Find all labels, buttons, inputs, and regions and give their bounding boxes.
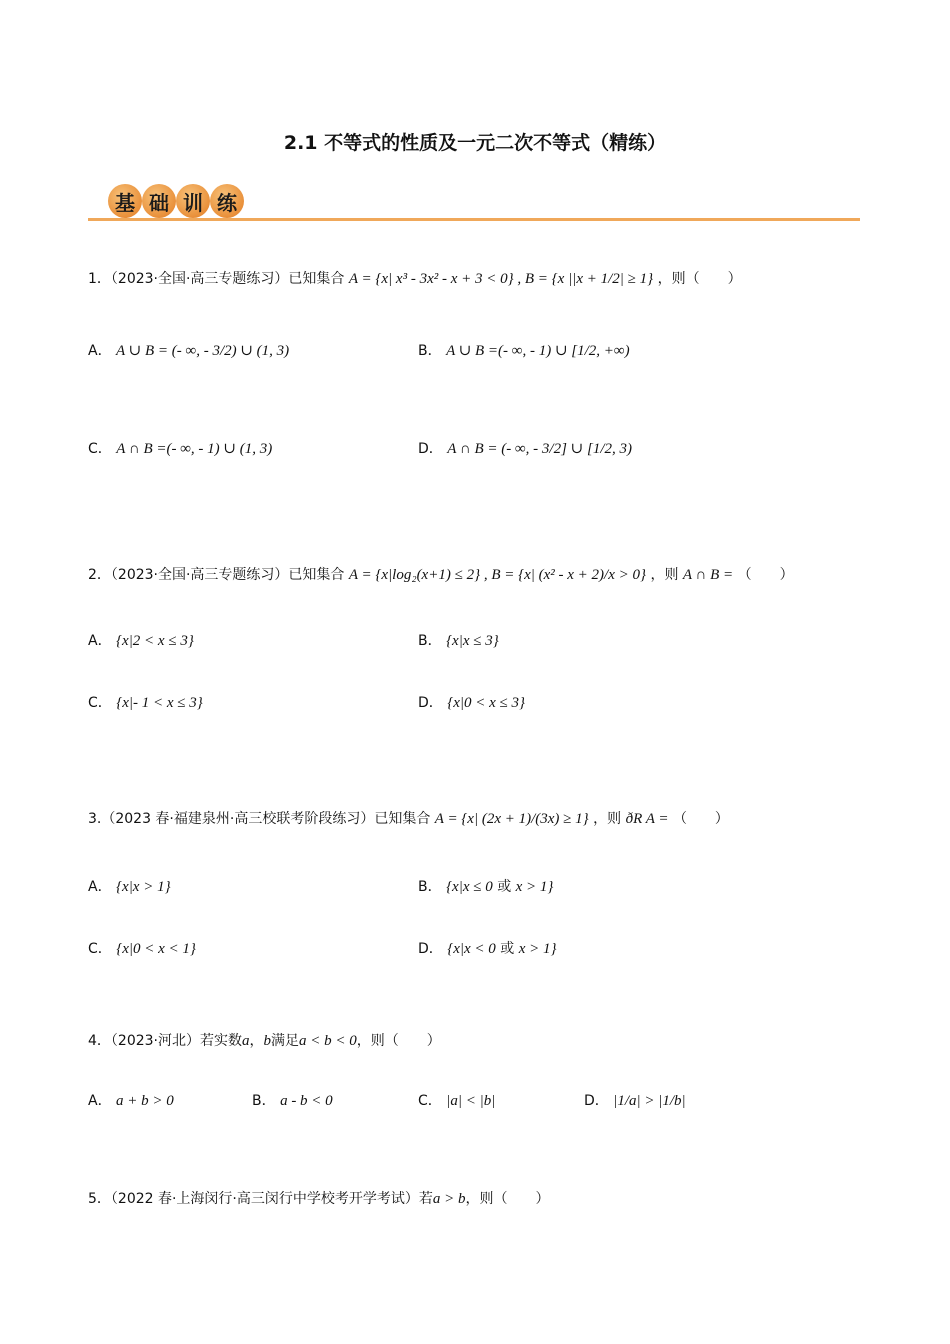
question-tail-math: A ∩ B = <box>682 567 734 583</box>
var-b: b <box>263 1033 271 1049</box>
option-a[interactable] <box>88 630 194 650</box>
option-d[interactable] <box>418 938 556 958</box>
option-math: {x|- 1 < x ≤ 3} <box>116 695 203 711</box>
question-math: A = {x| (2x + 1)/(3x) ≥ 1} <box>434 811 589 827</box>
option-label: B． <box>418 633 442 649</box>
option-a[interactable] <box>88 1090 174 1110</box>
question-tail2: （ ） <box>737 567 794 583</box>
question-text: 2．（2023·全国·高三专题练习）已知集合 <box>88 567 345 583</box>
option-math-2: x > 1} <box>515 879 554 895</box>
banner-char: 础 <box>142 184 176 218</box>
option-math: {x|2 < x ≤ 3} <box>116 633 194 649</box>
question-1 <box>88 268 742 288</box>
question-tail: ，则（ ） <box>465 1191 550 1207</box>
option-math: {x|x ≤ 0 <box>446 879 493 895</box>
option-d[interactable] <box>584 1090 686 1110</box>
section-divider <box>88 218 860 221</box>
option-a[interactable] <box>88 876 171 896</box>
option-c[interactable] <box>88 692 203 712</box>
question-math: A = {x|log₂(x+1) ≤ 2} , B = {x| (x² - x + 2)/x > 0} <box>348 567 646 583</box>
option-b[interactable] <box>418 630 499 650</box>
question-text: 3.（2023 春·福建泉州·高三校联考阶段练习）已知集合 <box>88 811 431 827</box>
option-label: D． <box>418 441 443 457</box>
question-text: 5．（2022 春·上海闵行·高三闵行中学校考开学考试）若 <box>88 1191 433 1207</box>
option-math: {x|x > 1} <box>116 879 171 895</box>
option-label: B． <box>418 343 442 359</box>
question-tail: ，则（ ） <box>657 271 742 287</box>
option-label: D． <box>584 1093 609 1109</box>
option-label: C． <box>418 1093 442 1109</box>
option-or: 或 <box>497 879 512 895</box>
option-math: A ∪ B =(- ∞, - 1) ∪ [1/2, +∞) <box>446 343 630 359</box>
option-label: B． <box>252 1093 276 1109</box>
option-label: C． <box>88 441 112 457</box>
question-4 <box>88 1030 441 1050</box>
option-label: B． <box>418 879 442 895</box>
question-tail2: （ ） <box>672 811 729 827</box>
option-math: {x|x ≤ 3} <box>446 633 499 649</box>
question-tail: ，则 <box>593 811 622 827</box>
option-math: A ∩ B =(- ∞, - 1) ∪ (1, 3) <box>116 441 273 457</box>
option-math: {x|0 < x < 1} <box>116 941 196 957</box>
question-text: 1．（2023·全国·高三专题练习）已知集合 <box>88 271 345 287</box>
question-3 <box>88 808 729 828</box>
question-math: A = {x| x³ - 3x² - x + 3 < 0} , B = {x ||x + 1/2| ≥ 1} <box>348 271 654 287</box>
banner-char: 训 <box>176 184 210 218</box>
option-label: A． <box>88 1093 112 1109</box>
option-math-2: x > 1} <box>518 941 557 957</box>
option-b[interactable] <box>252 1090 333 1110</box>
option-c[interactable] <box>88 438 272 458</box>
option-b[interactable] <box>418 876 553 896</box>
option-label: C． <box>88 941 112 957</box>
option-label: A． <box>88 633 112 649</box>
question-2 <box>88 564 794 584</box>
option-label: D． <box>418 695 443 711</box>
option-label: C． <box>88 695 112 711</box>
option-label: A． <box>88 343 112 359</box>
banner-char: 练 <box>210 184 244 218</box>
option-math: |a| < |b| <box>446 1093 496 1109</box>
option-c[interactable] <box>418 1090 495 1110</box>
banner-char: 基 <box>108 184 142 218</box>
option-a[interactable] <box>88 340 289 360</box>
option-math: |1/a| > |1/b| <box>613 1093 686 1109</box>
option-label: D． <box>418 941 443 957</box>
option-label: A． <box>88 879 112 895</box>
question-cond: a > b <box>432 1191 466 1207</box>
option-b[interactable] <box>418 340 630 360</box>
option-d[interactable] <box>418 692 525 712</box>
question-tail: ，则 <box>650 567 679 583</box>
option-math: A ∩ B = (- ∞, - 3/2] ∪ [1/2, 3) <box>447 441 632 457</box>
question-text: 4．（2023·河北）若实数 <box>88 1033 242 1049</box>
question-cond: a < b < 0 <box>299 1033 357 1049</box>
question-mid: 满足 <box>271 1033 299 1049</box>
option-math: A ∪ B = (- ∞, - 3/2) ∪ (1, 3) <box>116 343 290 359</box>
separator: ， <box>249 1033 264 1049</box>
var-a: a <box>242 1033 250 1049</box>
question-5 <box>88 1188 550 1208</box>
page-title: 2.1 不等式的性质及一元二次不等式（精练） <box>283 132 667 154</box>
option-math: a - b < 0 <box>280 1093 333 1109</box>
option-or: 或 <box>500 941 515 957</box>
section-banner <box>108 184 244 218</box>
option-math: {x|0 < x ≤ 3} <box>447 695 526 711</box>
option-math: a + b > 0 <box>116 1093 174 1109</box>
option-math: {x|x < 0 <box>447 941 496 957</box>
question-tail: ，则（ ） <box>356 1033 441 1049</box>
option-c[interactable] <box>88 938 196 958</box>
option-d[interactable] <box>418 438 632 458</box>
question-tail-math: ðR A = <box>625 811 669 827</box>
